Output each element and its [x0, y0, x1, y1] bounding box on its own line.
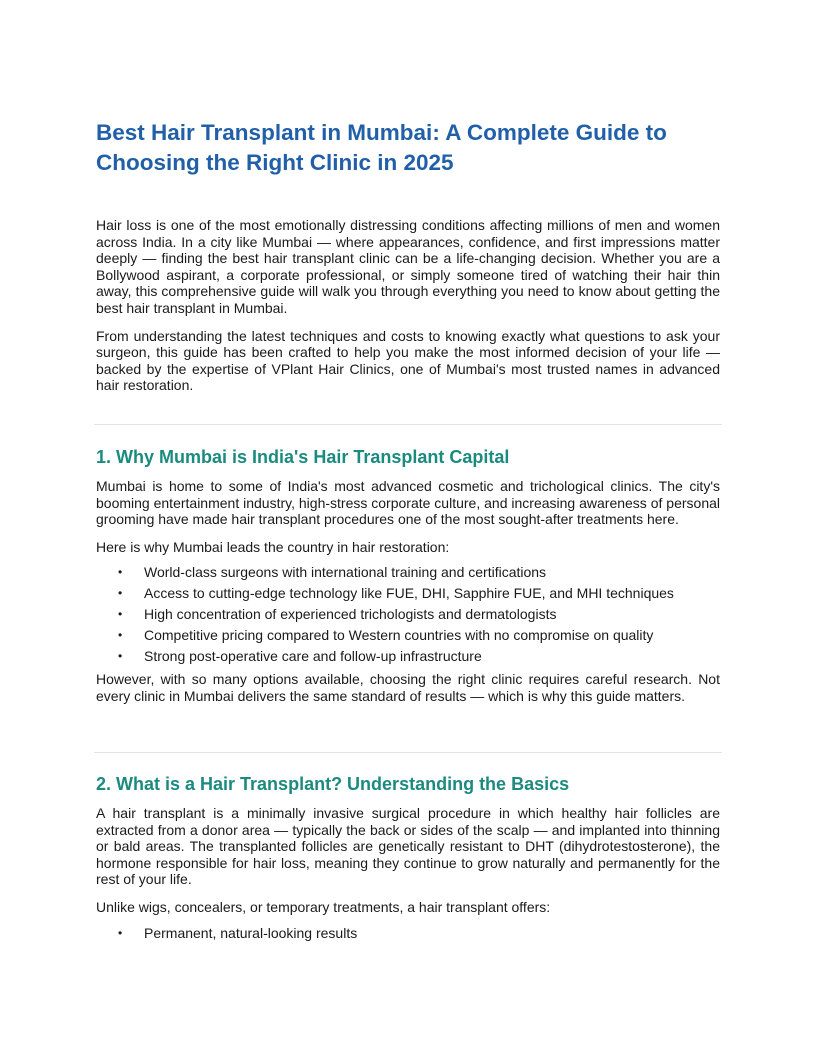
- section-paragraph: Here is why Mumbai leads the country in hair restoration:: [96, 538, 450, 555]
- list-item: [96, 925, 720, 942]
- intro-paragraph: From understanding the latest techniques and costs to knowing exactly what questions to ask your surgeon, this guide has been crafted to help you make the most informed decision of your life — backed by the expertise of VPlant Hair Clinics, one of Mumbai's most trusted names in advanced hair restoration.: [96, 327, 720, 394]
- list-item: [96, 585, 720, 602]
- list-item: [96, 606, 720, 623]
- list-item-text: World-class surgeons with international training and certifications: [144, 564, 547, 581]
- section-divider: [94, 752, 722, 753]
- intro-paragraph: Hair loss is one of the most emotionally distressing conditions affecting millions of men and women across India. In a city like Mumbai — where appearances, confidence, and first impressions matter deeply — finding the best hair transplant clinic can be a life-changing decision. Whether you are a Bollywood aspirant, a corporate professional, or simply someone tired of watching their hair thin away, this comprehensive guide will walk you through everything you need to know about getting the best hair transplant in Mumbai.: [96, 217, 720, 316]
- section-basics: [96, 773, 720, 947]
- bullet-icon: •: [118, 607, 123, 622]
- section-paragraph: Unlike wigs, concealers, or temporary treatments, a hair transplant offers:: [96, 898, 551, 915]
- bullet-icon: •: [118, 565, 123, 580]
- section-heading: 1. Why Mumbai is India's Hair Transplant Capital: [96, 447, 510, 467]
- bullet-list: [96, 564, 720, 665]
- list-item: [96, 564, 720, 581]
- bullet-icon: •: [118, 649, 123, 664]
- page-title: Best Hair Transplant in Mumbai: A Complete Guide to Choosing the Right Clinic in 2025: [96, 120, 667, 175]
- bullet-icon: •: [118, 925, 123, 940]
- section-divider: [94, 424, 722, 425]
- bullet-icon: •: [118, 628, 123, 643]
- section-paragraph: However, with so many options available, choosing the right clinic requires careful research. Not every clinic in Mumbai delivers the same standard of results — which is why this guide matters.: [96, 670, 720, 704]
- list-item-text: High concentration of experienced trichologists and dermatologists: [144, 606, 557, 623]
- list-item: [96, 648, 720, 665]
- section-why-mumbai: [96, 446, 720, 704]
- section-heading: 2. What is a Hair Transplant? Understanding the Basics: [96, 774, 570, 794]
- list-item: [96, 627, 720, 644]
- list-item-text: Access to cutting-edge technology like FUE, DHI, Sapphire FUE, and MHI techniques: [144, 585, 674, 602]
- bullet-list: [96, 925, 720, 942]
- list-item-text: Permanent, natural-looking results: [144, 924, 358, 941]
- bullet-icon: •: [118, 586, 123, 601]
- section-paragraph: A hair transplant is a minimally invasive surgical procedure in which healthy hair follicles are extracted from a donor area — typically the back or sides of the scalp — and implanted into thinning or bald areas. The transplanted follicles are genetically resistant to DHT (dihydrotestosterone), the hormone responsible for hair loss, meaning they continue to grow naturally and permanently for the rest of your life.: [96, 805, 720, 888]
- intro-section: [96, 217, 720, 394]
- list-item-text: Strong post-operative care and follow-up infrastructure: [144, 648, 482, 665]
- list-item-text: Competitive pricing compared to Western countries with no compromise on quality: [144, 627, 654, 644]
- section-paragraph: Mumbai is home to some of India's most advanced cosmetic and trichological clinics. The city's booming entertainment industry, high-stress corporate culture, and increasing awareness of personal grooming have made hair transplant procedures one of the most sought-after treatments here.: [96, 478, 720, 528]
